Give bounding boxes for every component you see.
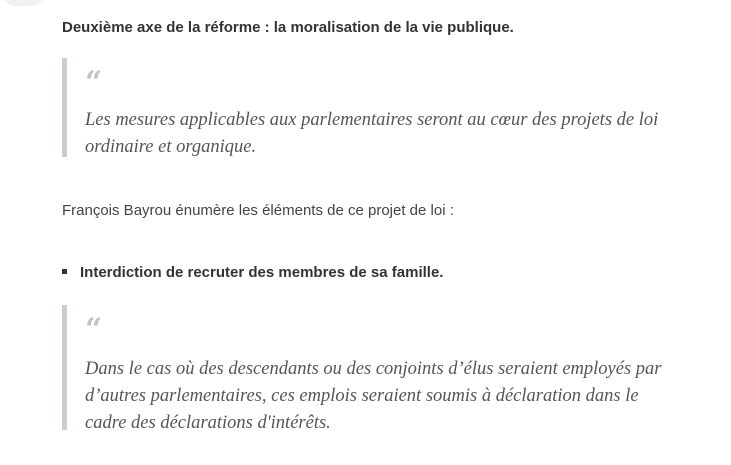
section-heading: Deuxième axe de la réforme : la moralisation de la vie publique. — [62, 19, 514, 36]
intro-paragraph: François Bayrou énumère les éléments de ce projet de loi : — [62, 202, 454, 219]
quote-text-2: Dans le cas où des descendants ou des conjoints d’élus seraient employés par d’autres parlementaires, ces emplois seraient soumis à déclaration dans le cadre des déclarations d'intérêts. — [85, 359, 662, 433]
top-corner-decoration — [0, 0, 46, 6]
bullet-list-item — [62, 264, 443, 281]
blockquote-1 — [62, 58, 685, 157]
quote-text-1: Les mesures applicables aux parlementaires seront au cœur des projets de loi ordinaire et organique. — [85, 110, 659, 157]
quote-mark-icon: “ — [85, 65, 101, 100]
bullet-square-icon — [62, 269, 67, 274]
bullet-item-text: Interdiction de recruter des membres de sa famille. — [80, 264, 444, 281]
blockquote-2 — [62, 305, 685, 433]
quote-mark-icon: “ — [85, 312, 101, 347]
